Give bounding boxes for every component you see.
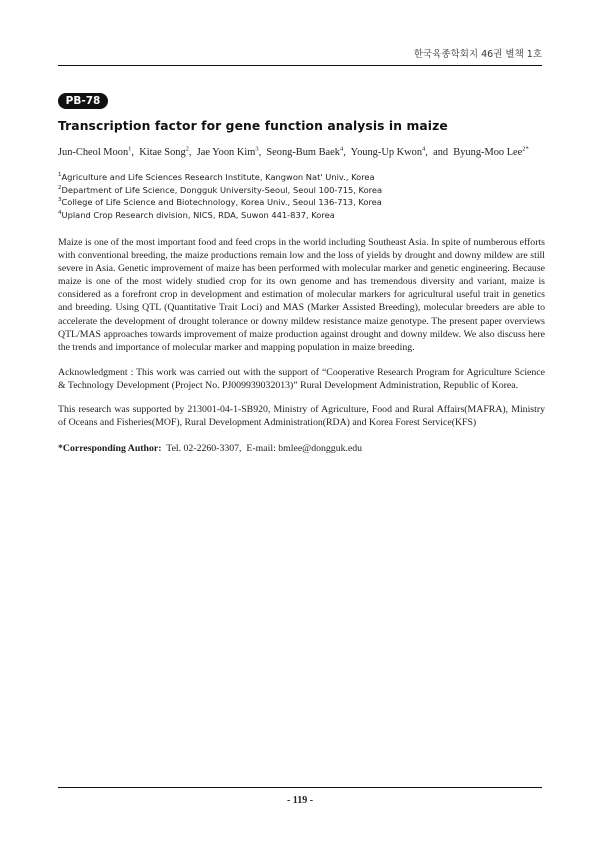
running-head: 한국육종학회지 46권 별책 1호 [413, 49, 542, 60]
author-affil-mark: 2* [522, 145, 529, 153]
affiliation-item [58, 184, 548, 197]
page-number: - 119 - [286, 795, 314, 806]
acknowledgment-paragraph: Acknowledgment : This work was carried out with the support of “Cooperative Research Program for Agriculture Science & Technology Development (Project No. PJ009939032013)” Rural Development Administration, Republic of Korea. [58, 367, 545, 392]
poster-id-badge: PB-78 [58, 93, 108, 109]
paper-title: Transcription factor for gene function analysis in maize [58, 119, 448, 133]
top-rule [58, 65, 542, 66]
affiliation-item [58, 209, 548, 222]
author-affil-mark: 4 [339, 145, 344, 153]
author-name: Byung-Moo Lee [453, 147, 523, 158]
funding-paragraph: This research was supported by 213001-04-1-SB920, Ministry of Agriculture, Food and Rural Affairs(MAFRA), Ministry of Oceans and Fisheries(MOF), Rural Development Administration(RDA) and Korea Forest Service(KFS) [58, 404, 545, 429]
abstract-paragraph: Maize is one of the most important food and feed crops in the world including Southeast Asia. In spite of numberous efforts with conventional breeding, the maize productions remain low and the loss of yields by drought and downy mildew are still severe in Asia. Genetic improvement of maize has been performed with molecular marker and genetic engineering. Because maize is one of the most widely studied crop for its own genome and has tremendous diversity and variant, maize is considered as a forefront crop in development and estimation of molecular markers for agricultural useful trait in genetics and breeding. Using QTL (Quantitative Trait Loci) and MAS (Marker Assisted Breeding), molecular breeders are able to accelerate the development of drought tolerance or downy mildew resistance maize genotype. The present paper overviews QTL/MAS approaches towards improvement of maize production against drought and downy mildew. We also discuss here the trends and importance of molecular marker and mapping population in maize breeding. [58, 237, 545, 353]
affiliation-mark: 3 [58, 197, 62, 204]
authors-conjunction: and [433, 147, 449, 158]
bottom-rule [58, 787, 542, 788]
author-name: Jae Yoon Kim [196, 147, 256, 158]
author-name: Young-Up Kwon [350, 147, 423, 158]
author-affil-mark: 4 [422, 145, 426, 153]
corresponding-label: *Corresponding Author: [58, 443, 162, 454]
corresponding-author [58, 443, 545, 454]
affiliation-mark: 4 [58, 209, 62, 216]
author-name: Jun-Cheol Moon [58, 147, 129, 158]
author-list: Jun-Cheol Moon$^1$, Kitae Song$^2$, Jae Yoon Kim$^3$, Seong-Bum Baek$^4$, Young-Up Kwon$^4$, and Byung-Moo Lee$^{2*}$ [58, 145, 529, 158]
affiliation-text: Department of Life Science, Dongguk University-Seoul, Seoul 100-715, Korea [61, 184, 383, 195]
author-name: Seong-Bum Baek [266, 147, 340, 158]
corresponding-tel: Tel. 02-2260-3307, [166, 443, 242, 454]
affiliation-text: College of Life Science and Biotechnology, Korea Univ., Seoul 136-713, Korea [61, 197, 382, 207]
affiliation-text: Upland Crop Research division, NICS, RDA, Suwon 441-837, Korea [61, 209, 335, 220]
affiliation-list [58, 171, 548, 221]
author-name: Kitae Song [139, 147, 186, 158]
author-affil-mark: 3 [255, 145, 259, 153]
affiliation-text: Agriculture and Life Sciences Research Institute, Kangwon Nat' Univ., Korea [61, 172, 375, 182]
affiliation-item [58, 196, 548, 209]
corresponding-email: E-mail: bmlee@dongguk.edu [246, 443, 363, 454]
affiliation-item [58, 171, 548, 184]
affiliation-mark: 2 [58, 184, 62, 191]
affiliation-mark: 1 [58, 172, 62, 179]
author-affil-mark: 1 [128, 145, 132, 153]
author-affil-mark: 2 [185, 145, 189, 153]
